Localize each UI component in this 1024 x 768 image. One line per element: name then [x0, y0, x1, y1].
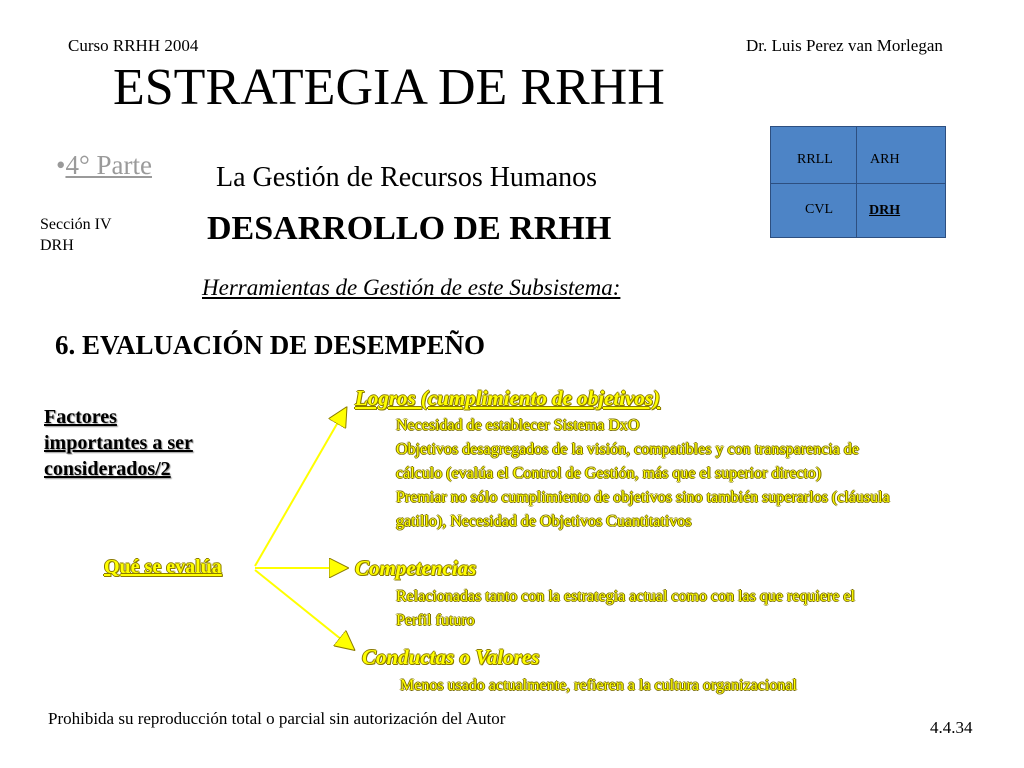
what-is-evaluated-label: Qué se evalúa [104, 556, 222, 578]
page-number: 4.4.34 [930, 718, 973, 737]
factors-line-2: importantes a ser [44, 432, 193, 454]
course-label: Curso RRHH 2004 [68, 36, 199, 55]
logros-line: Necesidad de establecer Sistema DxO [396, 417, 640, 434]
matrix-cell-arh: ARH [870, 152, 900, 167]
main-heading: DESARROLLO DE RRHH [207, 210, 612, 247]
matrix-cell-cvl: CVL [805, 202, 833, 217]
matrix-cell-drh: DRH [869, 203, 901, 218]
slide-title: ESTRATEGIA DE RRHH [113, 59, 665, 116]
copyright-footer: Prohibida su reproducción total o parcial sin autorización del Autor [48, 709, 506, 728]
section-line-2: DRH [40, 237, 74, 254]
tools-heading: Herramientas de Gestión de este Subsistema: [202, 275, 621, 300]
subtitle: La Gestión de Recursos Humanos [216, 162, 598, 193]
matrix-cell-rrll: RRLL [797, 152, 833, 167]
logros-line: Objetivos desagregados de la visión, compatibles y con transparencia de [396, 441, 859, 458]
logros-line: Premiar no sólo cumplimiento de objetivos sino también superarlos (cláusula [396, 489, 890, 506]
competencias-line: Relacionadas tanto con la estrategia actual como con las que requiere el [396, 588, 855, 605]
logros-line: gatillo), Necesidad de Objetivos Cuantitativos [396, 513, 692, 530]
competencias-line: Perfil futuro [396, 612, 475, 629]
part-label-text: 4° Parte [65, 150, 152, 180]
logros-line: cálculo (evalúa el Control de Gestión, más que el superior directo) [396, 465, 822, 482]
author-label: Dr. Luis Perez van Morlegan [746, 36, 943, 55]
category-competencias-description [396, 585, 855, 633]
category-conductas-title: Conductas o Valores [362, 645, 540, 669]
category-conductas-description [400, 674, 797, 698]
category-logros-title: Logros (cumplimiento de objetivos) [355, 386, 661, 410]
arrow-to-conductas [255, 570, 352, 648]
factors-line-3: considerados/2 [44, 458, 171, 480]
category-competencias-title: Competencias [355, 556, 477, 580]
factors-line-1: Factores [44, 406, 117, 428]
conductas-line: Menos usado actualmente, refieren a la cultura organizacional [400, 677, 797, 694]
category-logros-description [396, 414, 890, 534]
evaluation-heading: 6. EVALUACIÓN DE DESEMPEÑO [55, 330, 486, 360]
arrow-to-logros [255, 410, 345, 566]
part-label: •4° Parte [56, 150, 152, 180]
section-line-1: Sección IV [40, 216, 112, 233]
